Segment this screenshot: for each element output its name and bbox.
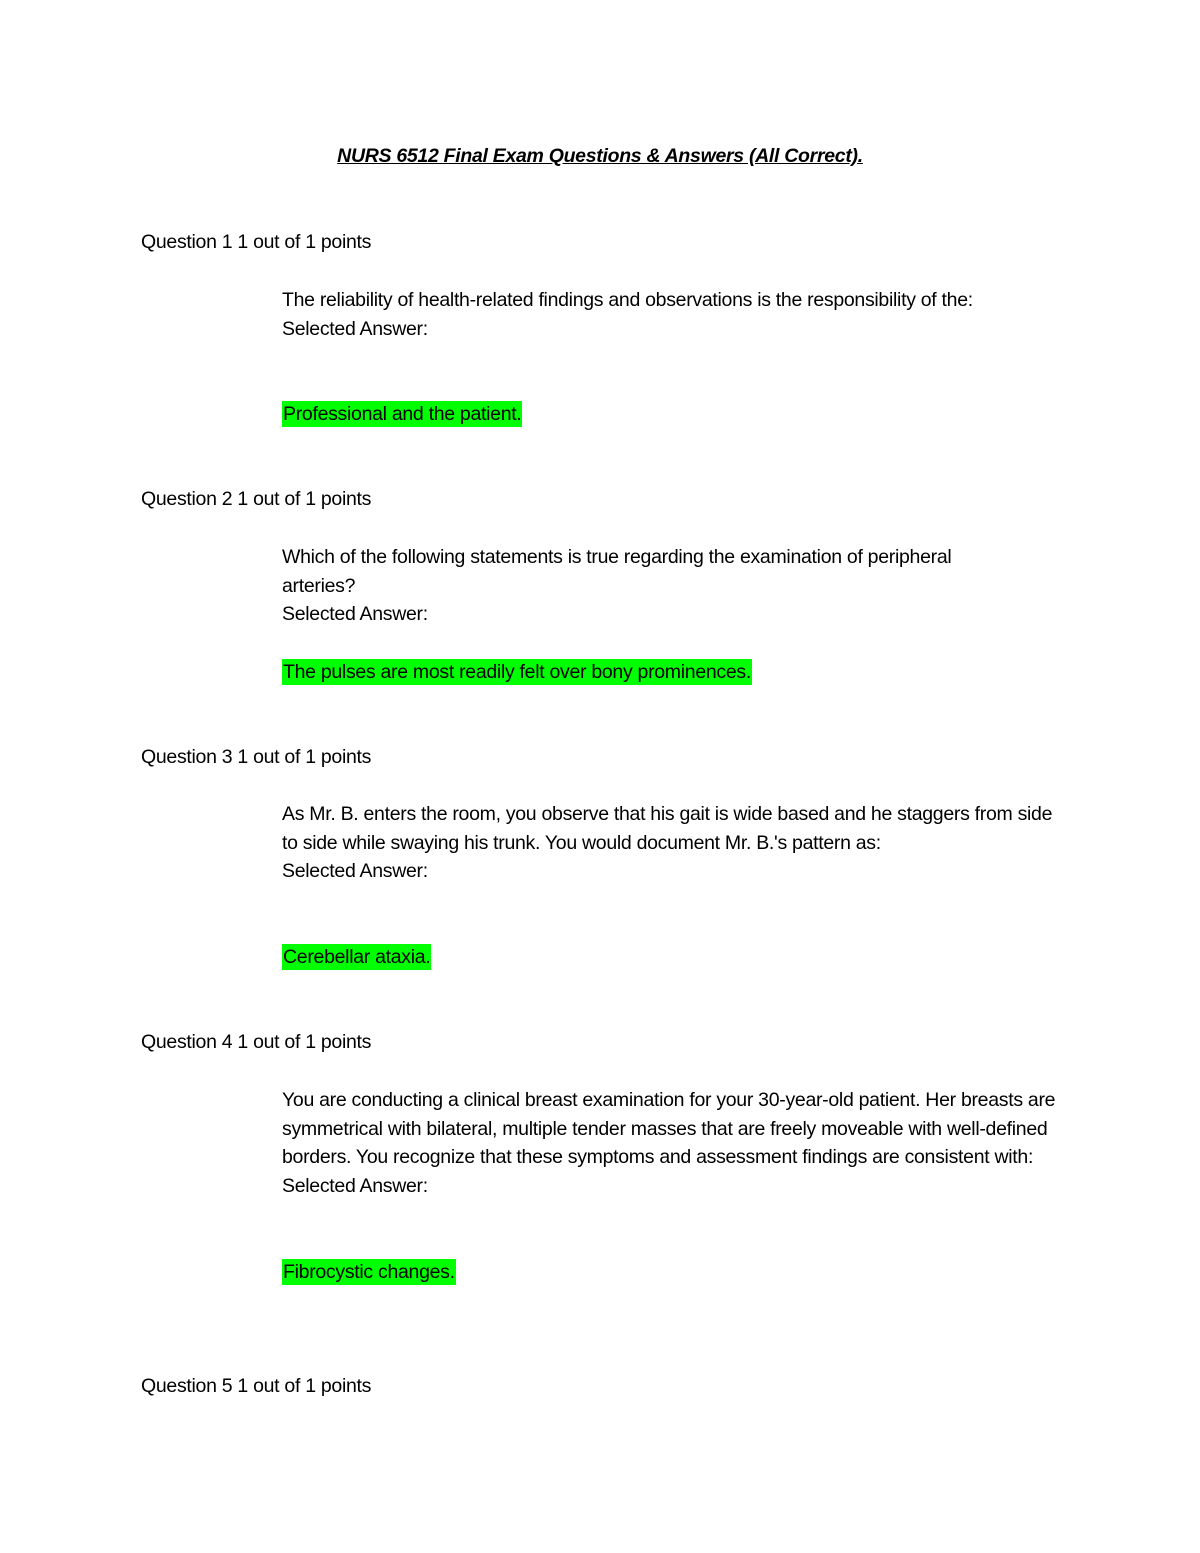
answer-highlight: Fibrocystic changes. xyxy=(283,1261,455,1283)
answer-highlight: The pulses are most readily felt over bony prominences. xyxy=(283,661,751,683)
question-text: You are conducting a clinical breast examination for your 30-year-old patient. Her breasts are symmetrical with bilateral, multiple tender masses that are freely moveable with well-defined borders. You recognize that these symptoms and assessment findings are consistent with: xyxy=(282,1089,1056,1169)
selected-answer-label: Selected Answer: xyxy=(282,1174,428,1197)
question-3-answer xyxy=(282,943,431,972)
question-text: Which of the following statements is true regarding the examination of peripheral arteries? xyxy=(282,546,952,597)
question-4-text xyxy=(282,1086,1072,1200)
selected-answer-label: Selected Answer: xyxy=(282,860,428,883)
question-1-header: Question 1 1 out of 1 points xyxy=(141,231,372,253)
question-text: The reliability of health-related findings and observations is the responsibility of the: xyxy=(282,289,973,311)
question-3-text xyxy=(282,800,1062,886)
question-2-header: Question 2 1 out of 1 points xyxy=(141,488,372,510)
question-4-answer xyxy=(282,1258,456,1287)
question-2-answer xyxy=(282,658,752,687)
document-title: NURS 6512 Final Exam Questions & Answers (All Correct). xyxy=(337,145,863,167)
question-text: As Mr. B. enters the room, you observe that his gait is wide based and he staggers from side to side while swaying his trunk. You would document Mr. B.'s pattern as: xyxy=(282,803,1053,854)
selected-answer-label: Selected Answer: xyxy=(282,603,428,626)
answer-highlight: Professional and the patient. xyxy=(283,403,522,425)
question-5-header: Question 5 1 out of 1 points xyxy=(141,1375,372,1397)
question-1-text xyxy=(282,286,1072,343)
selected-answer-label: Selected Answer: xyxy=(282,317,428,340)
question-3-header: Question 3 1 out of 1 points xyxy=(141,746,372,768)
question-4-header: Question 4 1 out of 1 points xyxy=(141,1031,372,1053)
question-2-text xyxy=(282,543,982,629)
question-1-answer xyxy=(282,400,522,429)
answer-highlight: Cerebellar ataxia. xyxy=(283,946,431,968)
